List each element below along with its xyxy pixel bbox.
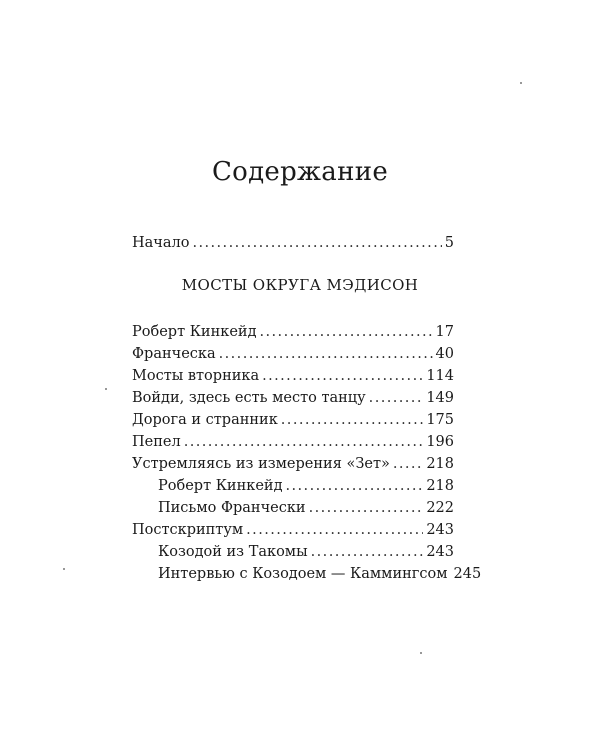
toc-entry-intro bbox=[132, 233, 454, 254]
toc-entry-label: Роберт Кинкейд bbox=[158, 478, 283, 494]
toc-entry-label: Мосты вторника bbox=[132, 368, 260, 384]
section-heading: МОСТЫ ОКРУГА МЭДИСОН bbox=[181, 276, 419, 294]
toc-entry-label: Франческа bbox=[132, 346, 216, 362]
toc-entry-label: Начало bbox=[132, 235, 190, 251]
toc-entry-page: 245 bbox=[453, 566, 482, 582]
toc-subentry bbox=[158, 476, 454, 497]
toc-entry-page: 149 bbox=[426, 390, 454, 406]
toc-entry bbox=[132, 344, 454, 365]
toc-entry-page: 222 bbox=[426, 500, 454, 516]
toc-entry-page: 40 bbox=[435, 346, 454, 362]
toc-entry-label: Войди, здесь есть место танцу bbox=[132, 390, 366, 406]
toc-entry bbox=[132, 432, 454, 453]
toc-entry-label: Роберт Кинкейд bbox=[132, 324, 257, 340]
dot-leader bbox=[309, 498, 424, 519]
scan-speck bbox=[420, 652, 422, 654]
scan-speck bbox=[105, 388, 107, 390]
dot-leader bbox=[260, 322, 433, 343]
toc-entry-page: 243 bbox=[426, 522, 454, 538]
dot-leader bbox=[369, 388, 424, 409]
dot-leader bbox=[311, 542, 424, 563]
toc-entry bbox=[132, 366, 454, 387]
dot-leader bbox=[219, 344, 433, 365]
toc-entry-label: Козодой из Такомы bbox=[158, 544, 308, 560]
toc-entry-page: 218 bbox=[426, 456, 454, 472]
toc-entry-page: 243 bbox=[426, 544, 454, 560]
toc-subentry bbox=[158, 498, 454, 519]
scan-speck bbox=[63, 568, 65, 570]
toc-entry-page: 114 bbox=[426, 368, 454, 384]
toc-entry-page: 196 bbox=[426, 434, 454, 450]
toc-entry-label: Дорога и странник bbox=[132, 412, 278, 428]
toc-entry bbox=[132, 322, 454, 343]
dot-leader bbox=[192, 233, 441, 254]
toc-entry-label: Устремляясь из измерения «Зет» bbox=[132, 456, 390, 472]
toc-entry-label: Пепел bbox=[132, 434, 181, 450]
toc-entry-page: 218 bbox=[426, 478, 454, 494]
dot-leader bbox=[262, 366, 423, 387]
dot-leader bbox=[246, 520, 423, 541]
page-title: Содержание bbox=[211, 157, 389, 187]
toc-entry-page: 175 bbox=[426, 412, 454, 428]
toc-entry-label: Интервью с Козодоем — Каммингсом bbox=[158, 566, 448, 582]
toc-entry-label: Постскриптум bbox=[132, 522, 244, 538]
toc-entry bbox=[132, 520, 454, 541]
toc-subentry bbox=[158, 564, 482, 585]
dot-leader bbox=[281, 410, 424, 431]
dot-leader bbox=[184, 432, 424, 453]
toc-entry bbox=[132, 410, 454, 431]
dot-leader bbox=[393, 454, 423, 475]
toc-entry bbox=[132, 454, 454, 475]
toc-entry-page: 5 bbox=[444, 235, 454, 251]
scan-speck bbox=[520, 82, 522, 84]
toc-entry bbox=[132, 388, 454, 409]
toc-subentry bbox=[158, 542, 454, 563]
toc-entry-page: 17 bbox=[435, 324, 454, 340]
toc-entry-label: Письмо Франчески bbox=[158, 500, 306, 516]
dot-leader bbox=[286, 476, 424, 497]
